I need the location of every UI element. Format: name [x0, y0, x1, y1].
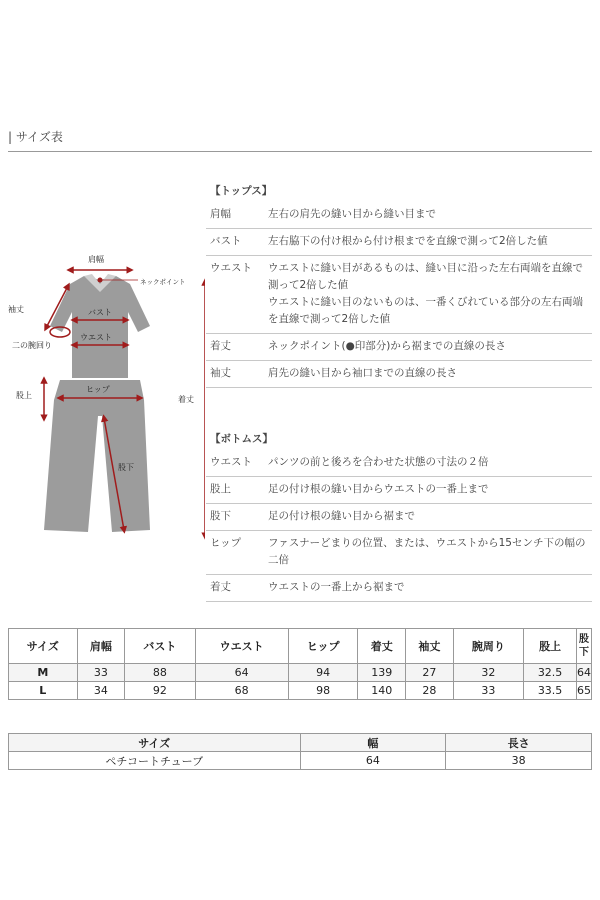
definition-desc: ウエストの一番上から裾まで [268, 581, 405, 593]
table-cell: 88 [125, 664, 195, 682]
definition-row [206, 229, 592, 256]
bust-label: バスト [88, 308, 112, 317]
table-row [9, 682, 592, 700]
neck-point-label: ネックポイント [140, 278, 186, 286]
neck-point-dot [98, 278, 103, 283]
table-cell: 32.5 [524, 664, 577, 682]
header-length: 長さ [446, 734, 592, 752]
definition-term: 股上 [210, 483, 231, 495]
bottoms-heading: 【ボトムス】 [210, 433, 273, 445]
tops-heading: 【トップス】 [210, 185, 273, 197]
definition-desc: 足の付け根の縫い目から裾まで [268, 510, 415, 522]
inseam-label: 股下 [118, 463, 134, 472]
pants-shape [44, 380, 150, 532]
shoulder-label: 肩幅 [88, 255, 104, 264]
table-cell: 34 [77, 682, 125, 700]
header-size: サイズ [9, 734, 301, 752]
bottoms-definitions [206, 428, 592, 602]
header-bust: バスト [125, 629, 195, 664]
size-table [8, 628, 592, 700]
header-rise: 股上 [524, 629, 577, 664]
table-cell: L [9, 682, 78, 700]
title-divider [8, 151, 592, 152]
definition-term: バスト [210, 235, 242, 247]
table-cell: 33 [453, 682, 523, 700]
table-cell: M [9, 664, 78, 682]
definition-term: ウエスト [210, 262, 252, 274]
table-cell: 32 [453, 664, 523, 682]
petticoat-table [8, 733, 592, 770]
table-cell: 27 [406, 664, 454, 682]
definition-desc: ウエストに縫い目があるものは、縫い目に沿った左右両端を直線で 測って2倍した値 ウエストに縫い目のないものは、一番くびれている部分の左右両端 を直線で測って2倍した値 [268, 262, 583, 325]
definition-desc: 左右脇下の付け根から付け根までを直線で測って2倍した値 [268, 235, 548, 247]
definition-row [206, 575, 592, 602]
definition-desc: 肩先の縫い目から袖口までの直線の長さ [268, 367, 457, 379]
definition-row [206, 477, 592, 504]
size-chart-title: | サイズ表 [8, 130, 63, 144]
length-label: 着丈 [178, 395, 194, 404]
table-cell: 94 [288, 664, 358, 682]
definition-term: 着丈 [210, 581, 231, 593]
definition-row [206, 334, 592, 361]
definition-row [206, 504, 592, 531]
header-hip: ヒップ [288, 629, 358, 664]
header-size: サイズ [9, 629, 78, 664]
waist-label: ウエスト [80, 333, 112, 342]
table-cell: 98 [288, 682, 358, 700]
table-row [9, 664, 592, 682]
definition-row [206, 531, 592, 575]
table-row [9, 752, 592, 770]
definition-term: ウエスト [210, 456, 252, 468]
table-cell: 33 [77, 664, 125, 682]
table-cell: 33.5 [524, 682, 577, 700]
tops-definitions [206, 180, 592, 388]
definition-desc: 足の付け根の縫い目からウエストの一番上まで [268, 483, 489, 495]
arm-label: 二の腕回り [12, 341, 52, 350]
definition-desc: ネックポイント(●印部分)から裾までの直線の長さ [268, 340, 506, 352]
table-cell: 28 [406, 682, 454, 700]
header-waist: ウエスト [195, 629, 288, 664]
definition-row [206, 361, 592, 388]
garment-measurement-diagram [0, 240, 205, 560]
table-cell: 64 [577, 664, 592, 682]
definition-row [206, 202, 592, 229]
sleeve-label: 袖丈 [8, 305, 24, 314]
table-header-row [9, 629, 592, 664]
table-cell: 139 [358, 664, 406, 682]
definition-row [206, 450, 592, 477]
table-cell: 68 [195, 682, 288, 700]
definition-desc: ファスナーどまりの位置、または、ウエストから15センチ下の幅の 二倍 [268, 537, 586, 566]
definition-term: 肩幅 [210, 208, 231, 220]
table-cell: 64 [195, 664, 288, 682]
definition-row [206, 256, 592, 334]
table-cell: 64 [300, 752, 446, 770]
table-header-row [9, 734, 592, 752]
definition-term: 着丈 [210, 340, 231, 352]
header-length: 着丈 [358, 629, 406, 664]
hip-label: ヒップ [86, 385, 110, 394]
table-cell: 65 [577, 682, 592, 700]
header-arm: 腕周り [453, 629, 523, 664]
definition-term: ヒップ [210, 537, 242, 549]
rise-label: 股上 [16, 391, 32, 400]
definition-desc: パンツの前と後ろを合わせた状態の寸法の２倍 [268, 456, 489, 468]
header-width: 幅 [300, 734, 446, 752]
table-cell: 38 [446, 752, 592, 770]
header-inseam: 股下 [577, 629, 592, 664]
table-cell: ペチコートチューブ [9, 752, 301, 770]
definition-desc: 左右の肩先の縫い目から縫い目まで [268, 208, 436, 220]
table-cell: 92 [125, 682, 195, 700]
table-cell: 140 [358, 682, 406, 700]
definition-term: 股下 [210, 510, 231, 522]
header-shoulder: 肩幅 [77, 629, 125, 664]
header-sleeve: 袖丈 [406, 629, 454, 664]
definition-term: 袖丈 [210, 367, 231, 379]
